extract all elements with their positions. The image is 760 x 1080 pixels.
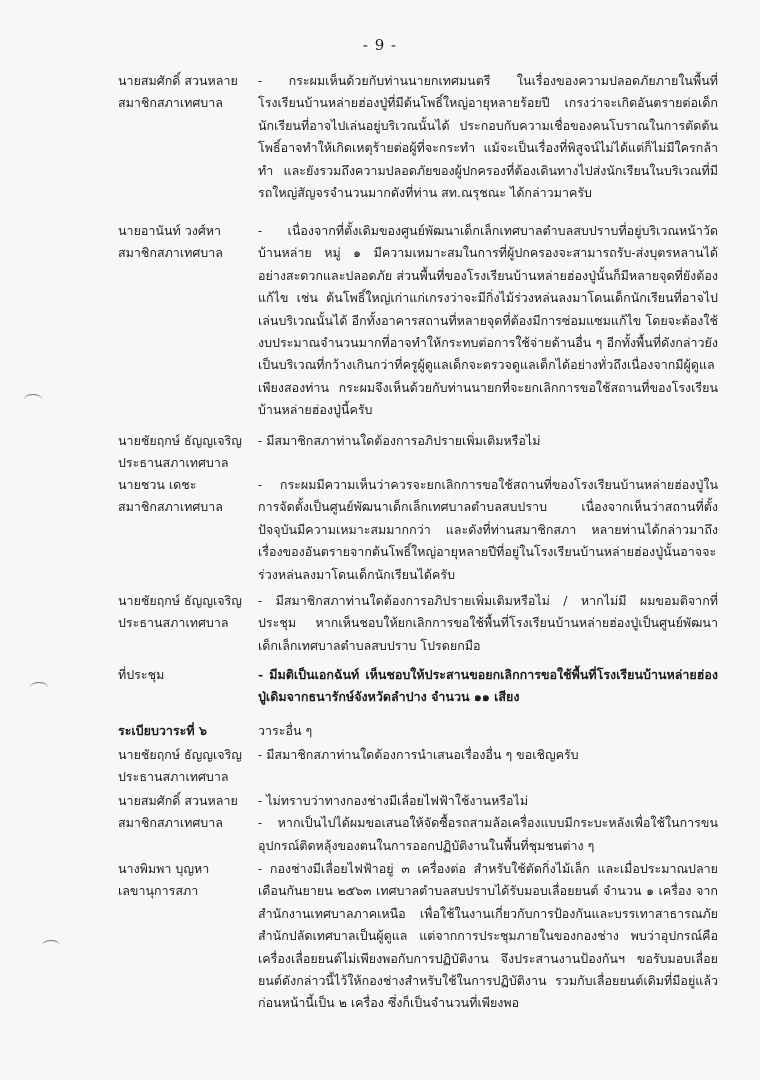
minutes-entry bbox=[118, 590, 718, 657]
speaker-role: ประธานสภาเทศบาล bbox=[118, 455, 229, 470]
speaker-block bbox=[118, 590, 258, 634]
speaker-name: นายชัยฤกษ์ ธัญญเจริญ bbox=[118, 747, 242, 762]
speaker-role: ประธานสภาเทศบาล bbox=[118, 615, 229, 630]
speaker-role: สมาชิกสภาเทศบาล bbox=[118, 815, 223, 830]
entry-text: - มีสมาชิกสภาท่านใดต้องการอภิปรายเพิ่มเติมหรือไม่ / หากไม่มี ผมขอมติจากที่ประชุม หากเห็นชอบให้ยกเลิกการขอใช้พื้นที่โรงเรียนบ้านหล่ายฮ่องปู่เป็นศูนย์พัฒนาเด็กเล็กเทศบาลตำบลสบปราบ โปรดยกมือ bbox=[258, 593, 718, 653]
agenda-item bbox=[118, 720, 718, 742]
minutes-entry bbox=[118, 474, 718, 586]
speaker-role: สมาชิกสภาเทศบาล bbox=[118, 95, 223, 110]
speaker-block bbox=[118, 664, 258, 686]
speaker-block bbox=[118, 430, 258, 474]
entry-text: - ไม่ทราบว่าทางกองช่างมีเลื่อยไฟฟ้าใช้งานหรือไม่ - หากเป็นไปได้ผมขอเสนอให้จัดซื้อรถสามล้อเครื่องแบบมีกระบะหลังเพื่อใช้ในการขนอุปกรณ์ติดหลุ้งของตนในการออกปฏิบัติงานในพื้นที่ชุมชนต่าง ๆ bbox=[258, 793, 718, 853]
speaker-role: สมาชิกสภาเทศบาล bbox=[118, 499, 223, 514]
speaker-name: นายชัยฤกษ์ ธัญญเจริญ bbox=[118, 593, 242, 608]
entry-text: - กระผมมีความเห็นว่าควรจะยกเลิกการขอใช้สถานที่ของโรงเรียนบ้านหล่ายฮ่องปู่ในการจัดตั้งเป็นศูนย์พัฒนาเด็กเล็กเทศบาลตำบลสบปราบ เนื่องจากเห็นว่าสถานที่ตั้งปัจจุบันมีความเหมาะสมมากกว่า และดังที่ท่านสมาชิกสภา หลายท่านได้กล่าวมาถึงเรื่องของอันตรายจากต้นโพธิ์ใหญ่อายุหลายปีที่อยู่ในโรงเรียนบ้านหล่ายฮ่องปู่นั้นอาจจะร่วงหล่นลงมาโดนเด็กนักเรียนได้ครับ bbox=[258, 477, 718, 582]
speaker-name: นายสมศักดิ์ สวนหลาย bbox=[118, 793, 238, 808]
minutes-entry bbox=[118, 70, 718, 204]
minutes-entry bbox=[118, 220, 718, 422]
speaker-block bbox=[118, 220, 258, 264]
minutes-entry bbox=[118, 744, 718, 784]
minutes-entry bbox=[118, 858, 718, 1015]
page-number: - 9 - bbox=[362, 36, 398, 54]
scan-mark-icon bbox=[24, 394, 42, 405]
entry-text: - มีสมาชิกสภาท่านใดต้องการอภิปรายเพิ่มเติมหรือไม่ bbox=[258, 433, 541, 448]
minutes-entry bbox=[118, 790, 718, 857]
speaker-role: ประธานสภาเทศบาล bbox=[118, 769, 229, 784]
speaker-block bbox=[118, 790, 258, 834]
minutes-entry bbox=[118, 430, 718, 470]
speaker-name: นางพิมพา บุญหา bbox=[118, 861, 210, 876]
speaker-name: นายชัยฤกษ์ ธัญญเจริญ bbox=[118, 433, 242, 448]
speaker-block bbox=[118, 474, 258, 518]
entry-text: - เนื่องจากที่ตั้งเดิมของศูนย์พัฒนาเด็กเล็กเทศบาลตำบลสบปราบที่อยู่บริเวณหน้าวัดบ้านหล่าย หมู่ ๑ มีความเหมาะสมในการที่ผู้ปกครองจะสามารถรับ-ส่งบุตรหลานได้อย่างสะดวกและปลอดภัย ส่วนพื้นที่ของโรงเรียนบ้านหล่ายฮ่องปู่นั้นก็มีหลายจุดที่ยังต้องแก้ไข เช่น ต้นโพธิ์ใหญ่เก่าแก่เกรงว่าจะมีกิ่งไม้ร่วงหล่นลงมาโดนเด็กนักเรียนที่อาจไปเล่นบริเวณนั้นได้ อีกทั้งอาคารสถานที่หลายจุดที่ต้องมีการซ่อมแซมแก้ไข โดยจะต้องใช้งบประมาณจำนวนมากที่อาจทำให้กระทบต่อการใช้จ่ายด้านอื่น ๆ อีกทั้งพื้นที่ดังกล่าวยังเป็นบริเวณที่กว้างเกินกว่าที่ครูผู้ดูแลเด็กจะตรวจดูแลเด็กได้อย่างทั่วถึงเนื่องจากมีผู้ดูแลเพียงสองท่าน กระผมจึงเห็นด้วยกับท่านนายกที่จะยกเลิกการขอใช้สถานที่ของโรงเรียนบ้านหล่ายฮ่องปู่นี้ครับ bbox=[258, 223, 718, 418]
speaker-block bbox=[118, 744, 258, 788]
speaker-role: สมาชิกสภาเทศบาล bbox=[118, 245, 223, 260]
entry-text: - กองช่างมีเลื่อยไฟฟ้าอยู่ ๓ เครื่องต่อ สำหรับใช้ตัดกิ่งไม้เล็ก และเมื่อประมาณปลายเดือนกันยายน ๒๕๖๓ เทศบาลตำบลสบปราบได้รับมอบเลื่อยยนต์ จำนวน ๑ เครื่อง จากสำนักงานเทศบาลภาคเหนือ เพื่อใช้ในงานเกี่ยวกับการป้องกันและบรรเทาสาธารณภัย สำนักปลัดเทศบาลเป็นผู้ดูแล แต่จากการประชุมภายในของกองช่าง พบว่าอุปกรณ์คือเครื่องเลื่อยยนต์ไม่เพียงพอกับการปฏิบัติงาน จึงประสานงานป้องกันฯ ขอรับมอบเลื่อยยนต์ดังกล่าวนี้ไว้ให้กองช่างสำหรับใช้ในการปฏิบัติงาน รวมกับเลื่อยยนต์เดิมที่มีอยู่แล้วก่อนหน้านี้เป็น ๒ เครื่อง ซึ่งก็เป็นจำนวนที่เพียงพอ bbox=[258, 861, 718, 1011]
speaker-name: ที่ประชุม bbox=[118, 667, 165, 682]
agenda-number bbox=[118, 720, 258, 742]
entry-text: - มีสมาชิกสภาท่านใดต้องการนำเสนอเรื่องอื่น ๆ ขอเชิญครับ bbox=[258, 747, 579, 762]
speaker-name: นายอานันท์ วงศ์หา bbox=[118, 223, 222, 238]
resolution-text: - มีมติเป็นเอกฉันท์ เห็นชอบให้ประสานขอยกเลิกการขอใช้พื้นที่โรงเรียนบ้านหล่ายฮ่องปู่เดิมจากธนารักษ์จังหวัดลำปาง จำนวน ๑๑ เสียง bbox=[258, 667, 718, 705]
minutes-entry bbox=[118, 664, 718, 709]
scan-mark-icon bbox=[42, 940, 60, 951]
speaker-name: นายสมศักดิ์ สวนหลาย bbox=[118, 73, 238, 88]
agenda-title: ระเบียบวาระที่ ๖ bbox=[118, 723, 207, 738]
speaker-name: นายชวน เดชะ bbox=[118, 477, 197, 492]
scan-mark-icon bbox=[30, 682, 48, 693]
speaker-role: เลขานุการสภา bbox=[118, 883, 199, 898]
entry-text: - กระผมเห็นด้วยกับท่านนายกเทศมนตรี ในเรื่องของความปลอดภัยภายในพื้นที่โรงเรียนบ้านหล่ายฮ่องปู่ที่มีต้นโพธิ์ใหญ่อายุหลายร้อยปี เกรงว่าจะเกิดอันตรายต่อเด็กนักเรียนที่อาจไปเล่นอยู่บริเวณนั้นได้ ประกอบกับความเชื่อของคนโบราณในการตัดต้นโพธิ์อาจทำให้เกิดเหตุร้ายต่อผู้ที่จะกระทำ แม้จะเป็นเรื่องที่พิสูจน์ไม่ได้แต่ก็ไม่มีใครกล้าทำ และยังรวมถึงความปลอดภัยของผู้ปกครองที่ต้องเดินทางไปส่งนักเรียนในบริเวณที่มีรถใหญ่สัญจรจำนวนมากดังที่ท่าน สท.ณรุชณะ ได้กล่าวมาครับ bbox=[258, 73, 718, 201]
speaker-block bbox=[118, 858, 258, 902]
agenda-text: วาระอื่น ๆ bbox=[258, 723, 313, 738]
speaker-block bbox=[118, 70, 258, 114]
